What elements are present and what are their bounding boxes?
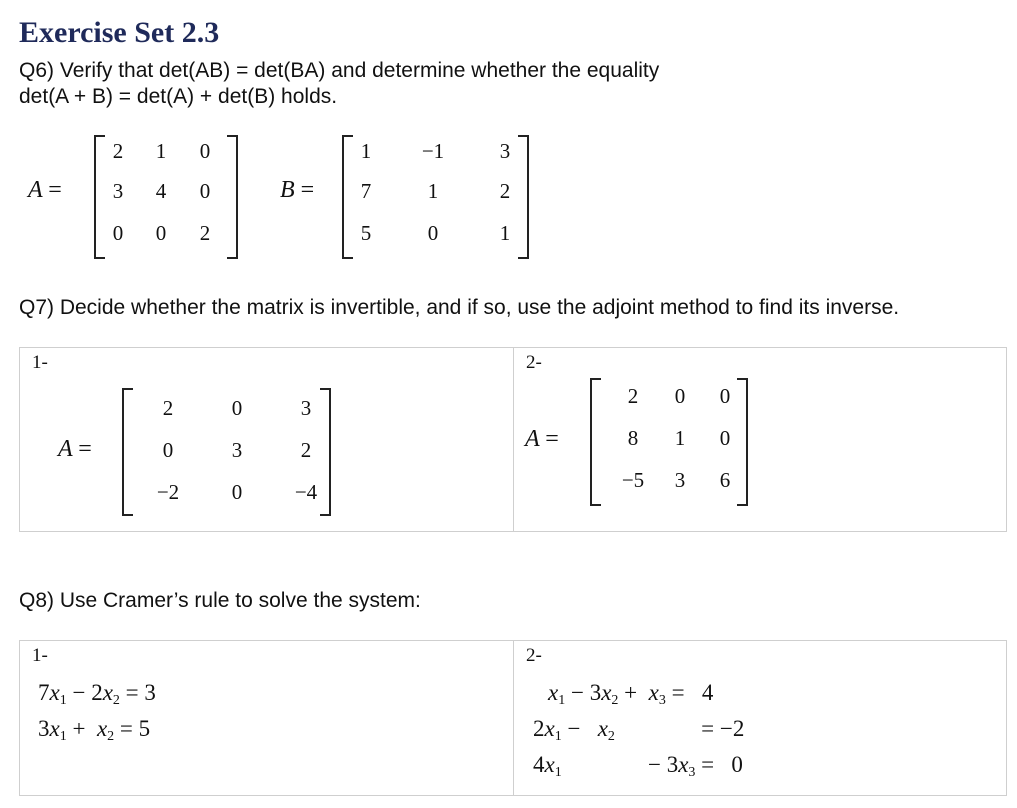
matrix-cell: 3	[231, 438, 243, 462]
matrix-cell: 4	[155, 179, 167, 203]
matrix-cell: 0	[231, 396, 243, 420]
equals-sign: =	[78, 436, 92, 462]
left-bracket	[590, 378, 601, 506]
matrix-cell: 3	[674, 468, 686, 492]
matrix-cell: 3	[499, 139, 511, 163]
matrix-cell: −5	[621, 468, 645, 492]
question-6-line-2: det(A + B) = det(A) + det(B) holds.	[19, 85, 338, 108]
matrix-cell: 1	[674, 426, 686, 450]
matrix-cell: 0	[427, 221, 439, 245]
equals-sign: =	[48, 177, 62, 203]
matrix-cell: 0	[719, 426, 731, 450]
matrix-cell: −2	[156, 480, 180, 504]
part-number: 1-	[32, 352, 48, 373]
matrix-cell: 6	[719, 468, 731, 492]
matrix-cell: 2	[300, 438, 312, 462]
matrix-cell: 2	[112, 139, 124, 163]
matrix-cell: 8	[627, 426, 639, 450]
question-7: Q7) Decide whether the matrix is invertible, and if so, use the adjoint method to find its inverse.	[19, 296, 900, 319]
system-1-equation-1: $7x_1 - 2x_2 = 3$	[38, 680, 156, 708]
matrix-cell: 0	[199, 179, 211, 203]
matrix-cell: 5	[360, 221, 372, 245]
matrix-cell: 3	[300, 396, 312, 420]
matrix-cell: 7	[360, 179, 372, 203]
matrix-cell: 1	[360, 139, 372, 163]
matrix-cell: 0	[155, 221, 167, 245]
matrix-cell: 0	[112, 221, 124, 245]
page-title: Exercise Set 2.3	[19, 16, 220, 49]
question-6-line-1: Q6) Verify that det(AB) = det(BA) and determine whether the equality	[19, 59, 660, 82]
matrix-cell: 1	[155, 139, 167, 163]
system-1-equation-2: $3x_1 + x_2 = 5$	[38, 716, 151, 744]
matrix-b-label: B	[280, 177, 295, 203]
matrix-cell: 2	[199, 221, 211, 245]
system-2-equation-2: $2x_1 - x_2$ = −2	[533, 716, 745, 744]
matrix-label: A	[58, 436, 73, 462]
matrix-a-label: A	[28, 177, 43, 203]
right-bracket	[227, 135, 238, 259]
part-number: 1-	[32, 645, 48, 666]
system-2-equation-3: $4x_1$ − $3x_3 = 0$	[533, 752, 743, 780]
matrix-cell: 1	[499, 221, 511, 245]
matrix-cell: −1	[421, 139, 445, 163]
matrix-cell: 2	[627, 384, 639, 408]
matrix-cell: 3	[112, 179, 124, 203]
part-number: 2-	[526, 352, 542, 373]
equals-sign: =	[300, 177, 315, 203]
left-bracket	[122, 388, 133, 516]
matrix-cell: 0	[162, 438, 174, 462]
matrix-cell: 2	[162, 396, 174, 420]
matrix-cell: 2	[499, 179, 511, 203]
matrix-cell: −4	[294, 480, 318, 504]
question-8: Q8) Use Cramer’s rule to solve the system:	[19, 589, 421, 612]
matrix-cell: 0	[199, 139, 211, 163]
matrix-cell: 0	[231, 480, 243, 504]
matrix-cell: 0	[719, 384, 731, 408]
equals-sign: =	[545, 426, 559, 452]
matrix-cell: 1	[427, 179, 439, 203]
question-6	[19, 58, 839, 110]
matrix-cell: 0	[674, 384, 686, 408]
matrix-label: A	[525, 426, 540, 452]
part-number: 2-	[526, 645, 542, 666]
system-2-equation-1: $x_1 - 3x_2 + x_3 = 4$	[548, 680, 714, 708]
q7-part-2-box	[513, 347, 1007, 532]
q7-part-1-box	[19, 347, 514, 532]
